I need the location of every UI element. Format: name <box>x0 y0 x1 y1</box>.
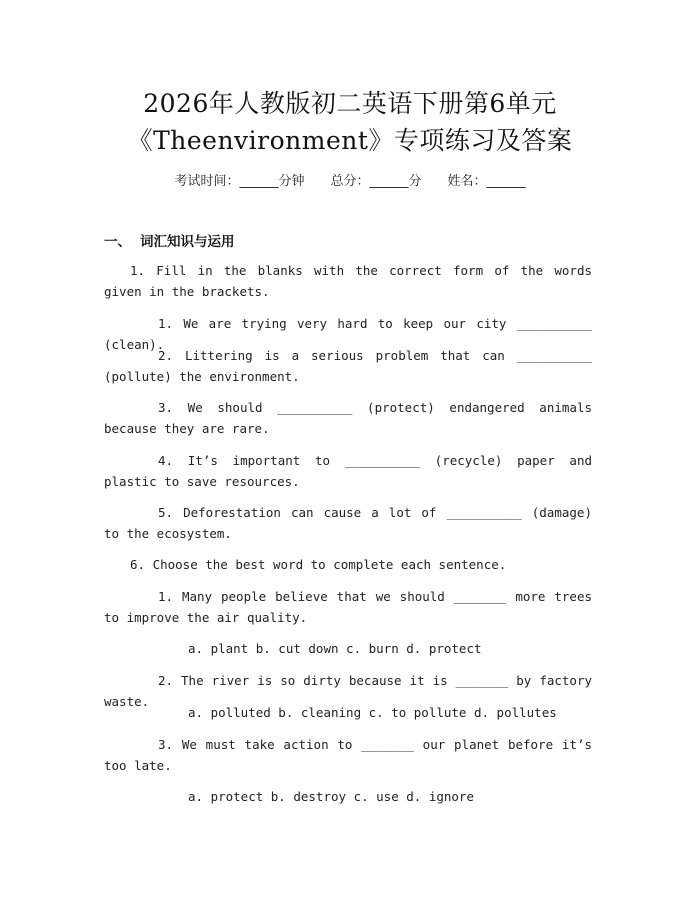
exam-info-bar <box>0 170 700 189</box>
question-item: 1. We are trying very hard to keep our city __________ (clean). <box>104 316 592 352</box>
document-title-line-2: 《Theenvironment》专项练习及答案 <box>127 126 573 155</box>
choice-question: 2. The river is so dirty because it is _______ by factory waste. <box>104 673 592 709</box>
part1-instruction: 1. Fill in the blanks with the correct form of the words given in the brackets. <box>104 263 592 299</box>
document-title-line-1: 2026年人教版初二英语下册第6单元 <box>143 89 557 118</box>
choice-options: a. protect b. destroy c. use d. ignore <box>188 789 474 804</box>
choice-options: a. polluted b. cleaning c. to pollute d. pollutes <box>188 705 557 720</box>
part2-instruction: 6. Choose the best word to complete each sentence. <box>130 557 507 572</box>
question-item: 3. We should __________ (protect) endangered animals because they are rare. <box>104 400 592 436</box>
choice-options: a. plant b. cut down c. burn d. protect <box>188 641 482 656</box>
section-number: 一、 <box>104 234 131 250</box>
question-item: 4. It’s important to __________ (recycle) paper and plastic to save resources. <box>104 453 592 489</box>
choice-question: 1. Many people believe that we should _______ more trees to improve the air quality. <box>104 589 592 625</box>
choice-question: 3. We must take action to _______ our planet before it’s too late. <box>104 737 592 773</box>
question-item: 2. Littering is a serious problem that can __________ (pollute) the environment. <box>104 348 592 384</box>
question-item: 5. Deforestation can cause a lot of __________ (damage) to the ecosystem. <box>104 505 592 541</box>
exam-score-label: 总分：______分 <box>330 174 422 189</box>
exam-time-label: 考试时间：______分钟 <box>174 174 305 189</box>
section-title: 词汇知识与运用 <box>140 234 235 250</box>
section-heading <box>104 230 235 250</box>
student-name-label: 姓名：______ <box>447 174 526 189</box>
